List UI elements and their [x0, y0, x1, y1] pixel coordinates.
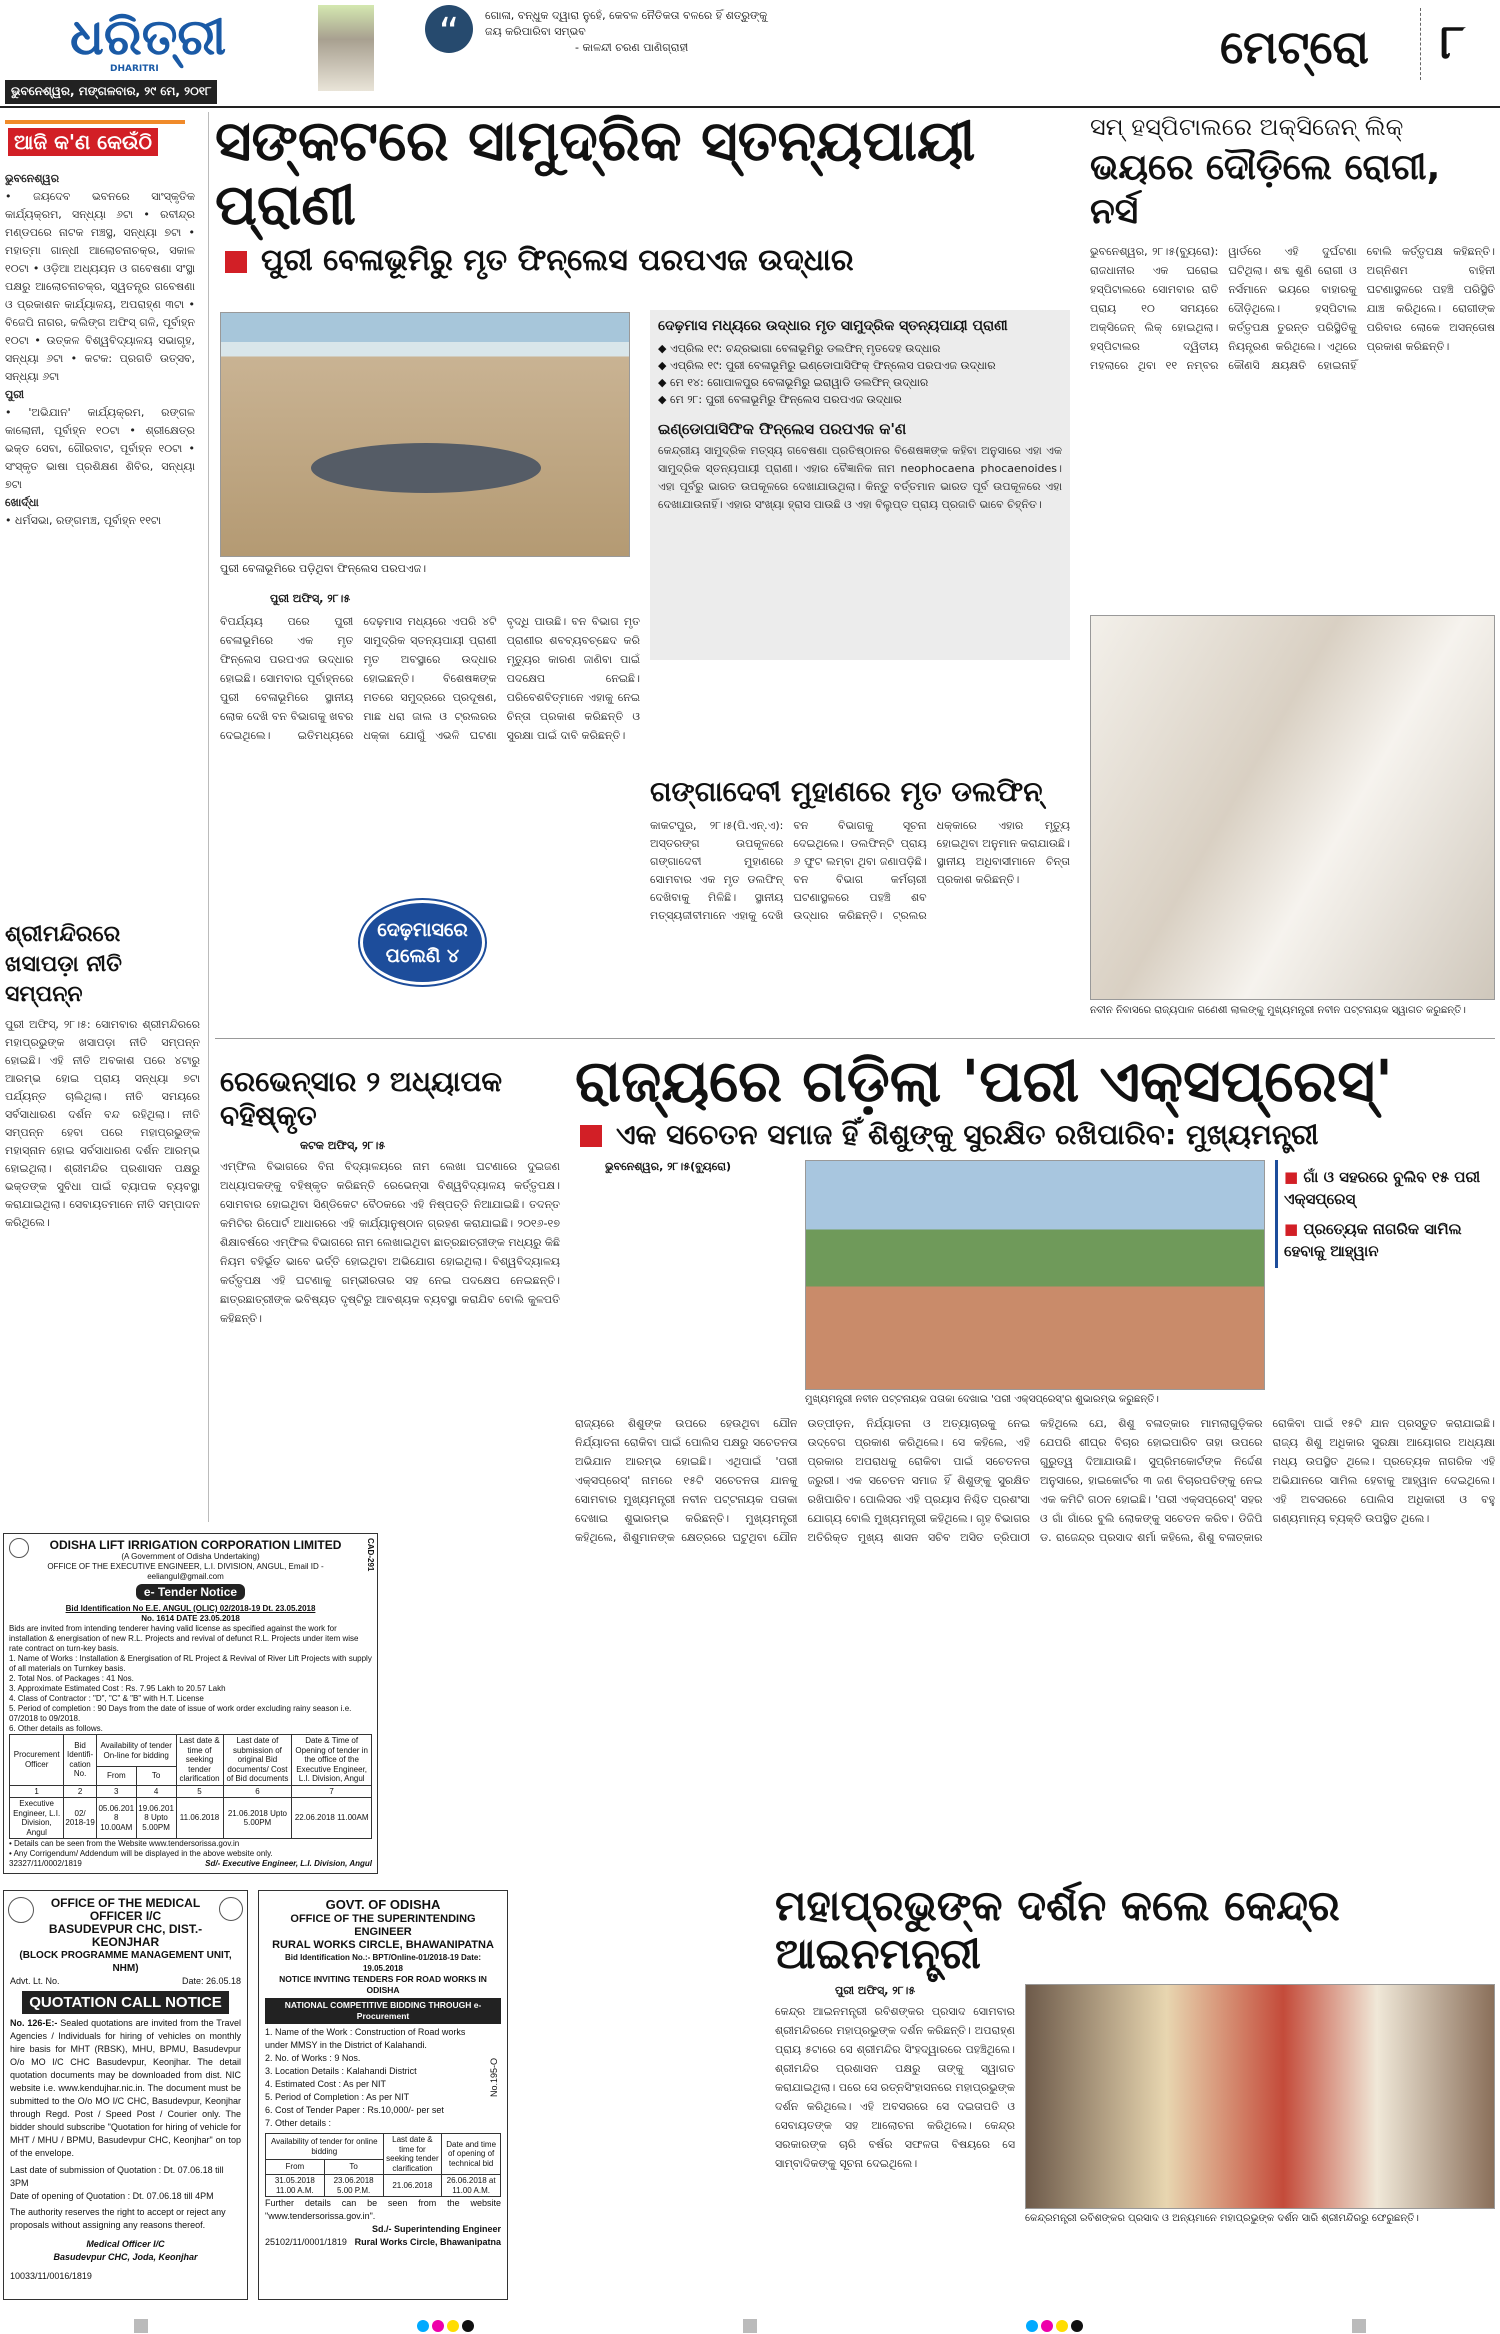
porpoise-info-body: କେନ୍ଦ୍ରୀୟ ସାମୁଦ୍ରିକ ମତ୍ସ୍ୟ ଗବେଷଣା ପ୍ରତିଷ୍ଠାନର ବିଶେଷଜ୍ଞଙ୍କ କହିବା ଅନୁସାରେ ଏହା ଏକ ସାମୁଦ୍ରିକ ସ୍ତନ୍ୟପାୟୀ ପ୍ରାଣୀ। ଏହାର ବୈଜ୍ଞାନିକ ନାମ neophocaena phocaenoides। ଏହା ପୂର୍ବରୁ ଭାରତ ଉପକୂଳରେ ଦେଖାଯାଉଥିଲା। କିନ୍ତୁ ବର୍ତ୍ତମାନ ଭାରତ ପୂର୍ବ ଉପକୂଳରେ ଏହା ଦେଖାଯାଉନାହିଁ। ଏହାର ସଂଖ୍ୟା ହ୍ରାସ ପାଉଛି ଓ ଏହା ବିଲୁପ୍ତ ପ୍ରାୟ ପ୍ରଜାତି ଭାବେ ଚିହ୍ନିତ।: [658, 444, 1062, 511]
rural-sign1: Sd./- Superintending Engineer: [371, 2224, 501, 2234]
srimandir-story: [5, 920, 200, 1232]
olic-org: ODISHA LIFT IRRIGATION CORPORATION LIMITED: [49, 1538, 342, 1552]
rural-further: Further details can be seen from the website "www.tendersorissa.gov.in".: [265, 2198, 501, 2221]
lead-header: [215, 110, 1075, 280]
olic-note: • Details can be seen from the Website www.tendersorissa.gov.in: [9, 1839, 240, 1848]
rural-item: 7. Other details :: [265, 2118, 332, 2128]
rural-item: 2. No. of Works : 9 Nos.: [265, 2053, 361, 2063]
olic-note: • Any Corrigendum/ Addendum will be displayed in the above website only.: [9, 1849, 273, 1858]
rural-item: 4. Estimated Cost : As per NIT: [265, 2079, 387, 2089]
listing: • ଜୟଦେବ ଭବନରେ ସାଂସ୍କୃତିକ କାର୍ଯ୍ୟକ୍ରମ, ସନ୍ଧ୍ୟା ୬ଟା • ରବୀନ୍ଦ୍ର ମଣ୍ଡପରେ ନାଟକ ମଞ୍ଚସ୍ଥ, ସନ୍ଧ୍ୟା ୭ଟା • ମହାତ୍ମା ଗାନ୍ଧୀ ଆଲୋଚନାଚକ୍ର, ସକାଳ ୧୦ଟା • ଓଡ଼ିଆ ଅଧ୍ୟୟନ ଓ ଗବେଷଣା ସଂସ୍ଥା ପକ୍ଷରୁ ଆଲୋଚନାଚକ୍ର, ସ୍ୱତନ୍ତ୍ର ଗବେଷଣା ଓ ପ୍ରକାଶନ କାର୍ଯ୍ୟାଳୟ, ଅପରାହ୍ଣ ୩ଟା • ବିଜେପି ନାଗର, କଲିଙ୍ଗ ଅଫିସ୍ ଗଳି, ପୂର୍ବାହ୍ନ ୧୦ଟା • ଉତ୍କଳ ବିଶ୍ୱବିଦ୍ୟାଳୟ ସଭାଗୃହ, ସନ୍ଧ୍ୟା ୬ଟା • କଟକ: ପ୍ରଗତି ଉତ୍ସବ, ସନ୍ଧ୍ୟା ୬ଟା: [5, 190, 195, 383]
rural-bid: Bid Identification No.:- BPT/Online-01/2018-19 Date: 19.05.2018: [284, 1953, 482, 1973]
porpoise-photo: [220, 312, 630, 557]
pari-photo: [805, 1160, 1265, 1390]
pari-caption: ମୁଖ୍ୟମନ୍ତ୍ରୀ ନବୀନ ପଟ୍ଟନାୟକ ପତାକା ଦେଖାଇ 'ପରୀ ଏକ୍ସପ୍ରେସ୍'ର ଶୁଭାରମ୍ଭ କରୁଛନ୍ତି।: [805, 1394, 1159, 1405]
medical-sign2: Basudevpur CHC, Joda, Keonjhar: [53, 2252, 198, 2262]
mahaprabhu-body: କେନ୍ଦ୍ର ଆଇନମନ୍ତ୍ରୀ ରବିଶଙ୍କର ପ୍ରସାଦ ସୋମବାର ଶ୍ରୀମନ୍ଦିରରେ ମହାପ୍ରଭୁଙ୍କ ଦର୍ଶନ କରିଛନ୍ତି। ଅପରାହ୍ଣ ପ୍ରାୟ ୫ଟାରେ ସେ ଶ୍ରୀମନ୍ଦିର ସିଂହଦ୍ୱାରରେ ପହଞ୍ଚିଥିଲେ। ଶ୍ରୀମନ୍ଦିର ପ୍ରଶାସନ ପକ୍ଷରୁ ତାଙ୍କୁ ସ୍ୱାଗତ କରାଯାଇଥିଲା। ପରେ ସେ ରତ୍ନସିଂହାସନରେ ମହାପ୍ରଭୁଙ୍କ ଦର୍ଶନ କରିଥିଲେ। ଏହି ଅବସରରେ ସେ ଦଇତାପତି ଓ ସେବାୟତଙ୍କ ସହ ଆଲୋଚନା କରିଥିଲେ। କେନ୍ଦ୍ର ସରକାରଙ୍କ ଚାରି ବର୍ଷର ସଫଳତା ବିଷୟରେ ସେ ସାମ୍ବାଦିକଙ୍କୁ ସୂଚନା ଦେଇଥିଲେ।: [775, 2005, 1016, 2170]
rural-works-tender-ad: [258, 1890, 508, 2300]
pari-story: [575, 1048, 1495, 1547]
timeline-item: ◆ ଏପ୍ରିଲ ୧୯: ଚନ୍ଦ୍ରଭାଗା ବେଳାଭୂମିରୁ ଡଲଫିନ୍ ମୃତଦେହ ଉଦ୍ଧାର: [658, 342, 941, 355]
left-orange-bar: [5, 120, 185, 124]
medical-line2: BASUDEVPUR CHC, DIST.- KEONJHAR: [48, 1922, 203, 1949]
pari-point: ■ ଗାଁ ଓ ସହରରେ ବୁଲିବ ୧୫ ପରୀ ଏକ୍ସପ୍ରେସ୍: [1284, 1168, 1481, 1208]
divider: [215, 1038, 1495, 1039]
timeline-item: ◆ ମେ ୧୪: ଗୋପାଳପୁର ବେଳାଭୂମିରୁ ଇରାୱାଡି ଡଲଫିନ୍ ଉଦ୍ଧାର: [658, 376, 929, 389]
olic-item: 1. Name of Works : Installation & Energisation of RL Project & Revival of River Lift Projects with supply of all materials on Turnkey basis.: [9, 1654, 372, 1673]
masthead-logo-en: DHARITRI: [110, 64, 159, 74]
pari-points-box: [1275, 1160, 1495, 1268]
rural-item: 5. Period of Completion : As per NIT: [265, 2092, 410, 2102]
mahaprabhu-story: [775, 1882, 1495, 2225]
divider: [1420, 8, 1421, 80]
pari-dateline: ଭୁବନେଶ୍ୱର, ୨୮।୫(ବ୍ୟୁରୋ): [605, 1160, 732, 1173]
masthead-quote-block: [485, 8, 785, 55]
oxygen-headline: ଭୟରେ ଦୌଡ଼ିଲେ ରୋଗୀ, ନର୍ସ: [1090, 147, 1441, 232]
mahaprabhu-headline: ମହାପ୍ରଭୁଙ୍କ ଦର୍ଶନ କଲେ କେନ୍ଦ୍ର ଆଇନମନ୍ତ୍ରୀ: [775, 1881, 1340, 1978]
whats-on-list: [5, 170, 195, 910]
city-heading: ପୁରୀ: [5, 388, 24, 401]
rural-item: 6. Cost of Tender Paper : Rs.10,000/- per set: [265, 2105, 444, 2115]
olic-office: OFFICE OF THE EXECUTIVE ENGINEER, L.I. DIVISION, ANGUL, Email ID - eeliangul@gmail.com: [47, 1562, 324, 1581]
quote-icon: “: [425, 5, 473, 53]
medical-line1: OFFICE OF THE MEDICAL OFFICER I/C: [50, 1896, 201, 1923]
oxygen-story: [1090, 112, 1495, 375]
dolphin-story: [650, 775, 1070, 925]
olic-ref: 32327/11/0002/1819: [9, 1859, 82, 1868]
medical-reserve: The authority reserves the right to accept or reject any proposals without assigning any reasons thereof.: [10, 2207, 226, 2230]
medical-ref: 10033/11/0016/1819: [10, 2271, 92, 2281]
minister-caption: କେନ୍ଦ୍ରମନ୍ତ୍ରୀ ରବିଶଙ୍କର ପ୍ରସାଦ ଓ ଅନ୍ୟମାନେ ମହାପ୍ରଭୁଙ୍କ ଦର୍ଶନ ସାରି ଶ୍ରୀମନ୍ଦିରରୁ ଫେରୁଛନ୍ତି।: [1025, 2213, 1419, 2224]
timeline-box: [650, 310, 1070, 660]
quote-author-photo: [318, 5, 374, 91]
rural-line2: OFFICE OF THE SUPERINTENDING ENGINEER: [290, 1913, 476, 1938]
olic-item: 5. Period of completion : 90 Days from the date of issue of work order excluding rainy season i.e. 07/2018 to 09/2018.: [9, 1704, 352, 1723]
ravenshaw-dateline: କଟକ ଅଫିସ୍, ୨୮।୫: [300, 1139, 386, 1152]
olic-emblem-icon: [9, 1538, 29, 1558]
oxygen-body: ଭୁବନେଶ୍ୱର, ୨୮।୫(ବ୍ୟୁରୋ): ରାଜଧାନୀର ଏକ ଘରୋଇ ହସ୍‌ପିଟାଲରେ ସୋମବାର ରାତି ପ୍ରାୟ ୧୦ ସମୟରେ ଅକ୍ସିଜେନ୍ ଲିକ୍ ହୋଇଥିଲା। ହସ୍‌ପିଟାଲର ଦ୍ୱିତୀୟ ମହଲାରେ ଥିବା ୧୧ ନମ୍ବର ୱାର୍ଡରେ ଏହି ଦୁର୍ଘଟଣା ଘଟିଥିଲା। ଶବ୍ଦ ଶୁଣି ରୋଗୀ ଓ ନର୍ସମାନେ ଭୟରେ ବାହାରକୁ ଦୌଡ଼ିଥିଲେ। ହସ୍‌ପିଟାଲ କର୍ତ୍ତୃପକ୍ଷ ତୁରନ୍ତ ପରିସ୍ଥିତିକୁ ନିୟନ୍ତ୍ରଣ କରିଥିଲେ। ଏଥିରେ କୌଣସି କ୍ଷୟକ୍ଷତି ହୋଇନାହିଁ ବୋଲି କର୍ତ୍ତୃପକ୍ଷ କହିଛନ୍ତି। ଅଗ୍ନିଶମ ବାହିନୀ ଘଟଣାସ୍ଥଳରେ ପହଞ୍ଚି ପରିସ୍ଥିତି ଯାଞ୍ଚ କରିଥିଲେ। ରୋଗୀଙ୍କ ପରିବାର ଲୋକେ ଅସନ୍ତୋଷ ପ୍ରକାଶ କରିଛନ୍ତି।: [1090, 245, 1495, 372]
olic-sub: (A Government of Odisha Undertaking): [121, 1552, 260, 1561]
olic-tender-ad: [3, 1533, 378, 1874]
porpoise-caption: ପୁରୀ ବେଳାଭୂମିରେ ପଡ଼ିଥିବା ଫିନ୍‌ଲେସ ପରପଏଜ।: [220, 562, 427, 575]
olic-item: 4. Class of Contractor : "D", "C" & "B" with H.T. License: [9, 1694, 204, 1703]
ravenshaw-body: ଏମ୍‌ଫିଲ ବିଭାଗରେ ବିନା ବିଦ୍ୟାଳୟରେ ନାମ ଲେଖା ଘଟଣାରେ ଦୁଇଜଣ ଅଧ୍ୟାପକଙ୍କୁ ବହିଷ୍କୃତ କରିଛନ୍ତି ରେଭେନ୍ସା ବିଶ୍ୱବିଦ୍ୟାଳୟ କର୍ତ୍ତୃପକ୍ଷ। ସୋମବାର ହୋଇଥିବା ସିଣ୍ଡିକେଟ ବୈଠକରେ ଏହି ନିଷ୍ପତ୍ତି ନିଆଯାଇଛି। ତଦନ୍ତ କମିଟିର ରିପୋର୍ଟ ଆଧାରରେ ଏହି କାର୍ଯ୍ୟାନୁଷ୍ଠାନ ଗ୍ରହଣ କରାଯାଇଛି। ୨୦୧୬-୧୭ ଶିକ୍ଷାବର୍ଷରେ ଏମ୍‌ଫିଲ ବିଭାଗରେ ନାମ ଲେଖାଇଥିବା ଛାତ୍ରଛାତ୍ରୀଙ୍କ ମଧ୍ୟରୁ କିଛି ନିୟମ ବହିର୍ଭୂତ ଭାବେ ଭର୍ତ୍ତି ହୋଇଥିବା ଅଭିଯୋଗ ହୋଇଥିଲା। ବିଶ୍ୱବିଦ୍ୟାଳୟ କର୍ତ୍ତୃପକ୍ଷ ଏହି ଘଟଣାକୁ ଗମ୍ଭୀରତାର ସହ ନେଇ ପଦକ୍ଷେପ ନେଇଛନ୍ତି। ଛାତ୍ରଛାତ୍ରୀଙ୍କ ଭବିଷ୍ୟତ ଦୃଷ୍ଟିରୁ ଆବଶ୍ୟକ ବ୍ୟବସ୍ଥା କରାଯିବ ବୋଲି କୁଳପତି କହିଛନ୍ତି।: [220, 1160, 561, 1325]
date-bar: ଭୁବନେଶ୍ୱର, ମଙ୍ଗଳବାର, ୨୯ ମେ, ୨୦୧୮: [5, 80, 217, 104]
pari-subhead-text: ଏକ ସଚେତନ ସମାଜ ହିଁ ଶିଶୁଙ୍କୁ ସୁରକ୍ଷିତ ରଖିପାରିବ: ମୁଖ୍ୟମନ୍ତ୍ରୀ: [616, 1118, 1319, 1151]
masthead-logo: ଧରିତ୍ରୀ: [70, 8, 227, 66]
medical-open-date: Date of opening of Quotation : Dt. 07.06.18 till 4PM: [10, 2191, 214, 2201]
lead-headline: ସଙ୍କଟରେ ସାମୁଦ୍ରିକ ସ୍ତନ୍ୟପାୟୀ ପ୍ରାଣୀ: [215, 109, 976, 238]
rural-code: No.195-O: [489, 2058, 499, 2098]
olic-item: 3. Approximate Estimated Cost : Rs. 7.95 Lakh to 20.57 Lakh: [9, 1684, 226, 1693]
olic-table: Procurement Officer Bid Identifi-cation No. Availability of tender On-line for bidding Last date & time of seeking tender clarification Last date of submission of original Bid documents/ Cost of Bid documents Date & Time of Opening of tender in the office of the Executive Engineer, L.I. Division, Angul From To 1 2 3 4 5 6 7 Executive Engineer, L.I. Division, Angul 02/ 2018-19 05.06.2018 10.00AM 19.06.2018 Upto 5.00PM 11.06.2018 21.06.2018 Upto 5.00PM 22.06.2018 11.00AM: [9, 1734, 372, 1839]
medical-body: Sealed quotations are invited from the Travel Agencies / Individuals for hiring of vehicles on monthly hire basis for MHT (RBSK), MHU, BPMU, Basudevpur O/o MO I/C CHC Basudevpur, Keonjhar. The detail quotation documents may be downloaded from dist. NIC website i.e. www.kendujhar.nic.in. The document must be submitted to the O/o MO I/C CHC, Basudevpur, Keonjhar through Regd. Post / Speed Post / Courier only. The bidder should subscribe "Quotation for hiring of vehicle for MHT / MHU / BPMU, Basudevpur CHC, Keonjhar" on top of the envelope.: [10, 2018, 241, 2158]
city-heading: ଭୁବନେଶ୍ୱର: [5, 172, 60, 185]
medical-sign1: Medical Officer I/C: [86, 2239, 165, 2249]
porpoise-info-title: ଇଣ୍ଡୋପାସିଫିକ ଫିନ୍‌ଲେସ ପରପଏଜ କ'ଣ: [658, 420, 907, 438]
pari-point: ■ ପ୍ରତ୍ୟେକ ନାଗରିକ ସାମିଲ ହେବାକୁ ଆହ୍ୱାନ: [1284, 1220, 1462, 1260]
city-heading: ଖୋର୍ଦ୍ଧା: [5, 496, 39, 509]
olic-notice-label: e- Tender Notice: [136, 1584, 245, 1600]
divider: [208, 112, 209, 1522]
pari-body: ରାଜ୍ୟରେ ଶିଶୁଙ୍କ ଉପରେ ହେଉଥିବା ଯୌନ ନିର୍ଯ୍ୟାତନା ରୋକିବା ପାଇଁ ପୋଲିସ ପକ୍ଷରୁ ସଚେତନତା ଅଭିଯାନ ଆରମ୍ଭ ହୋଇଛି। ଏଥିପାଇଁ 'ପରୀ ଏକ୍ସପ୍ରେସ୍' ନାମରେ ୧୫ଟି ସଚେତନତା ଯାନକୁ ସୋମବାର ମୁଖ୍ୟମନ୍ତ୍ରୀ ନବୀନ ପଟ୍ଟନାୟକ ପତାକା ଦେଖାଇ ଶୁଭାରମ୍ଭ କରିଛନ୍ତି। ମୁଖ୍ୟମନ୍ତ୍ରୀ କହିଥିଲେ, ଶିଶୁମାନଙ୍କ କ୍ଷେତ୍ରରେ ଘଟୁଥିବା ଯୌନ ଉତ୍ପୀଡ଼ନ, ନିର୍ଯ୍ୟାତନା ଓ ଅତ୍ୟାଚାରକୁ ନେଇ ଉଦ୍‌ବେଗ ପ୍ରକାଶ କରିଥିଲେ। ସେ କହିଲେ, ଏହି ପ୍ରକାର ଅପରାଧକୁ ରୋକିବା ପାଇଁ ସଚେତନତା ଜରୁରୀ। ଏକ ସଚେତନ ସମାଜ ହିଁ ଶିଶୁଙ୍କୁ ସୁରକ୍ଷିତ ରଖିପାରିବ। ପୋଲିସର ଏହି ପ୍ରୟାସ ନିଶ୍ଚିତ ପ୍ରଶଂସା ଯୋଗ୍ୟ ବୋଲି ମୁଖ୍ୟମନ୍ତ୍ରୀ କହିଥିଲେ। ଗୃହ ବିଭାଗର ଅତିରିକ୍ତ ମୁଖ୍ୟ ଶାସନ ସଚିବ ଅସିତ ତ୍ରିପାଠୀ କହିଥିଲେ ଯେ, ଶିଶୁ ବଳାତ୍କାର ମାମଲାଗୁଡ଼ିକର ଯେପରି ଶୀଘ୍ର ବିଚାର ହୋଇପାରିବ ତାହା ଉପରେ ଗୁରୁତ୍ୱ ଦିଆଯାଉଛି। ସୁପ୍ରିମକୋର୍ଟଙ୍କ ନିର୍ଦ୍ଦେଶ ଅନୁସାରେ, ହାଇକୋର୍ଟର ୩ ଜଣ ବିଚାରପତିଙ୍କୁ ନେଇ ଏକ କମିଟି ଗଠନ ହୋଇଛି। 'ପରୀ ଏକ୍ସପ୍ରେସ୍' ସହର ଓ ଗାଁ ଗାଁରେ ବୁଲି ଲୋକଙ୍କୁ ସଚେତନ କରିବ। ଡିଜିପି ଡ. ରାଜେନ୍ଦ୍ର ପ୍ରସାଦ ଶର୍ମା କହିଲେ, ଶିଶୁ ବଳାତ୍କାର ରୋକିବା ପାଇଁ ୧୫ଟି ଯାନ ପ୍ରସ୍ତୁତ କରାଯାଇଛି। ରାଜ୍ୟ ଶିଶୁ ଅଧିକାର ସୁରକ୍ଷା ଆୟୋଗର ଅଧ୍ୟକ୍ଷା ମଧ୍ୟ ଉପସ୍ଥିତ ଥିଲେ। ପ୍ରତ୍ୟେକ ନାଗରିକ ଏହି ଅଭିଯାନରେ ସାମିଲ ହେବାକୁ ଆହ୍ୱାନ ଦେଇଥିଲେ। ଏହି ଅବସରରେ ପୋଲିସ ଅଧିକାରୀ ଓ ବହୁ ଗଣ୍ୟମାନ୍ୟ ବ୍ୟକ୍ତି ଉପସ୍ଥିତ ଥିଲେ।: [575, 1417, 1495, 1544]
governor-caption: ନବୀନ ନିବାସରେ ରାଜ୍ୟପାଳ ଗଣେଶୀ ଲାଲଙ୍କୁ ମୁଖ୍ୟମନ୍ତ୍ରୀ ନବୀନ ପଟ୍ଟନାୟକ ସ୍ୱାଗତ କରୁଛନ୍ତି।: [1090, 1005, 1466, 1016]
rural-item: 1. Name of the Work : Construction of Road works under MMSY in the District of Kalahandi.: [265, 2027, 466, 2050]
medical-line3: (BLOCK PROGRAMME MANAGEMENT UNIT, NHM): [19, 1950, 232, 1974]
ravenshaw-story: [220, 1065, 560, 1328]
lead-subhead: [215, 242, 1075, 280]
ravenshaw-headline: ରେଭେନ୍ସାର ୨ ଅଧ୍ୟାପକ ବହିଷ୍କୃତ: [220, 1065, 503, 1132]
srimandir-headline: ଶ୍ରୀମନ୍ଦିରରେ ଖସାପଡ଼ା ନୀତି ସମ୍ପନ୍ନ: [5, 922, 122, 1007]
dolphin-headline: ଗଙ୍ଗାଦେବୀ ମୁହାଣରେ ମୃତ ଡଲଫିନ୍: [650, 775, 1043, 808]
medical-date: Date: 26.05.18: [181, 1976, 241, 1986]
olic-no: No. 1614 DATE 23.05.2018: [141, 1614, 240, 1623]
olic-bid-id: Bid Identification No E.E. ANGUL (OLIC) 02/2018-19 Dt. 23.05.2018: [65, 1604, 316, 1613]
rural-item: 3. Location Details : Kalahandi District: [265, 2066, 417, 2076]
oxygen-kicker: ସମ୍ ହସ୍‌ପିଟାଲରେ ଅକ୍ସିଜେନ୍ ଲିକ୍: [1090, 113, 1404, 141]
lead-subhead-text: ପୁରୀ ବେଳାଭୂମିରୁ ମୃତ ଫିନ୍‌ଲେସ ପରପଏଜ ଉଦ୍ଧାର: [261, 243, 854, 278]
odisha-emblem-icon: [219, 1897, 243, 1921]
nhm-logo-icon: [8, 1897, 34, 1923]
masthead-quote: ଗୋଳା, ବନ୍ଧୁକ ଦ୍ୱାରା ନୁହେଁ, କେବଳ ନୈତିକତା ବଳରେ ହିଁ ଶତ୍ରୁଙ୍କୁ ଜୟ କରିପାରିବା ସମ୍ଭବ: [485, 9, 768, 38]
timeline-item: ◆ ଏପ୍ରିଲ ୧୯: ପୁରୀ ବେଳାଭୂମିରୁ ଇଣ୍ଡୋପାସିଫିକ୍ ଫିନ୍‌ଲେସ ପରପଏଜ ଉଦ୍ଧାର: [658, 359, 996, 372]
pari-subhead: [575, 1118, 1495, 1152]
lead-dateline: ପୁରୀ ଅଫିସ୍, ୨୮।୫: [270, 592, 351, 605]
medical-advt: Advt. Lt. No.: [10, 1976, 60, 1986]
timeline-item: ◆ ମେ ୨୮: ପୁରୀ ବେଳାଭୂମିରୁ ଫିନ୍‌ଲେସ ପରପଏଜ ଉଦ୍ଧାର: [658, 393, 902, 406]
medical-quotation-ad: [3, 1890, 248, 2300]
section-title: ମେଟ୍ରୋ: [1220, 20, 1369, 74]
whats-on-title: ଆଜି କ'ଣ କେଉଁଠି: [8, 128, 158, 156]
olic-intro: Bids are invited from intending tenderer having valid license as specified against the work for installation & energisation of new R.L. Projects and revival of defunct R.L. Projects under item wise rate contract on turn-key basis.: [9, 1624, 359, 1653]
listing: • ଧର୍ମସଭା, ରଙ୍ଗମଞ୍ଚ, ପୂର୍ବାହ୍ନ ୧୧ଟା: [5, 514, 162, 527]
rural-table: Availability of tender for online bidding Last date & time for seeking tender clarification Date and time of opening of technical bid From To 31.05.2018 11.00 A.M. 23.06.2018 5.00 P.M. 21.06.2018 26.06.2018 at 11.00 A.M.: [265, 2133, 501, 2197]
masthead-rule: [0, 106, 1500, 108]
olic-sign: Sd/- Executive Engineer, L.I. Division, Angul: [205, 1859, 372, 1868]
srimandir-body: ପୁରୀ ଅଫିସ୍, ୨୮।୫: ସୋମବାର ଶ୍ରୀମନ୍ଦିରରେ ମହାପ୍ରଭୁଙ୍କ ଖସାପଡ଼ା ନୀତି ସମ୍ପନ୍ନ ହୋଇଛି। ଏହି ନୀତି ଅବକାଶ ପରେ ୪ଟାରୁ ଆରମ୍ଭ ହୋଇ ପ୍ରାୟ ସନ୍ଧ୍ୟା ୭ଟା ପର୍ଯ୍ୟନ୍ତ ଚାଲିଥିଲା। ନୀତି ସମୟରେ ସର୍ବସାଧାରଣ ଦର୍ଶନ ବନ୍ଦ ରହିଥିଲା। ନୀତି ସମ୍ପନ୍ନ ହେବା ପରେ ମହାପ୍ରଭୁଙ୍କ ମହାସ୍ନାନ ହୋଇ ସର୍ବସାଧାରଣ ଦର୍ଶନ ଆରମ୍ଭ ହୋଇଥିଲା। ଶ୍ରୀମନ୍ଦିର ପ୍ରଶାସନ ପକ୍ଷରୁ ଭକ୍ତଙ୍କ ସୁବିଧା ପାଇଁ ବ୍ୟାପକ ବ୍ୟବସ୍ଥା କରାଯାଇଥିଲା। ସେବାୟତମାନେ ନୀତି ସମ୍ପାଦନ କରିଥିଲେ।: [5, 1018, 200, 1229]
registration-marks: [0, 2318, 1500, 2334]
quote-author: - କାଳନ୍ଦୀ ଚରଣ ପାଣିଗ୍ରାହୀ: [575, 41, 689, 54]
olic-item: 6. Other details as follows.: [9, 1724, 103, 1733]
rural-ref: 25102/11/0001/1819: [265, 2237, 347, 2247]
page-number: ୮: [1440, 14, 1466, 70]
minister-photo: [1025, 1984, 1495, 2209]
medical-last-date: Last date of submission of Quotation : Dt. 07.06.18 till 3PM: [10, 2165, 224, 2188]
timeline-title: ଦେଢ଼ମାସ ମଧ୍ୟରେ ଉଦ୍ଧାର ମୃତ ସାମୁଦ୍ରିକ ସ୍ତନ୍ୟପାୟୀ ପ୍ରାଣୀ: [658, 318, 1008, 334]
medical-no: No. 126-E:-: [10, 2018, 58, 2028]
rural-line3: RURAL WORKS CIRCLE, BHAWANIPATNA: [272, 1939, 494, 1951]
olic-code: CAD-291: [366, 1538, 375, 1572]
rural-notice: NOTICE INVITING TENDERS FOR ROAD WORKS IN ODISHA: [279, 1974, 487, 1995]
medical-notice-label: QUOTATION CALL NOTICE: [22, 1991, 229, 2014]
count-badge: ଦେଢ଼ମାସରେ ପଲେଣି ୪: [360, 900, 485, 985]
dolphin-body: କାକଟପୁର, ୨୮।୫(ପି.ଏନ୍.ଏ): ଅସ୍ତରଙ୍ଗ ଉପକୂଳରେ ଗଙ୍ଗାଦେବୀ ମୁହାଣରେ ସୋମବାର ଏକ ମୃତ ଡଲଫିନ୍ ଦେଖିବାକୁ ମିଳିଛି। ସ୍ଥାନୀୟ ମତ୍ସ୍ୟଜୀବୀମାନେ ଏହାକୁ ଦେଖି ବନ ବିଭାଗକୁ ସୂଚନା ଦେଇଥିଲେ। ଡଲଫିନ୍‌ଟି ପ୍ରାୟ ୬ ଫୁଟ ଲମ୍ବା ଥିବା ଜଣାପଡ଼ିଛି। ବନ ବିଭାଗ କର୍ମଚାରୀ ଘଟଣାସ୍ଥଳରେ ପହଞ୍ଚି ଶବ ଉଦ୍ଧାର କରିଛନ୍ତି। ଟ୍ରଲର ଧକ୍କାରେ ଏହାର ମୃତ୍ୟୁ ହୋଇଥିବା ଅନୁମାନ କରାଯାଉଛି। ସ୍ଥାନୀୟ ଅଧିବାସୀମାନେ ଚିନ୍ତା ପ୍ରକାଶ କରିଛନ୍ତି।: [650, 819, 1070, 922]
mahaprabhu-dateline: ପୁରୀ ଅଫିସ୍, ୨୮।୫: [835, 1984, 916, 1997]
governor-photo: [1090, 615, 1495, 1000]
rural-band: NATIONAL COMPETITIVE BIDDING THROUGH e-Procurement: [265, 1998, 501, 2024]
olic-item: 2. Total Nos. of Packages : 41 Nos.: [9, 1674, 134, 1683]
lead-body: ବିପର୍ଯ୍ୟୟ ପରେ ପୁରୀ ବେଳାଭୂମିରେ ଏକ ମୃତ ଫିନ୍‌ଲେସ ପରପଏଜ ଉଦ୍ଧାର ହୋଇଛି। ସୋମବାର ପୂର୍ବାହ୍ନରେ ପୁରୀ ବେଳାଭୂମିରେ ସ୍ଥାନୀୟ ଲୋକ ଦେଖି ବନ ବିଭାଗକୁ ଖବର ଦେଇଥିଲେ। ଇତିମଧ୍ୟରେ ଦେଢ଼ମାସ ମଧ୍ୟରେ ଏପରି ୪ଟି ସାମୁଦ୍ରିକ ସ୍ତନ୍ୟପାୟୀ ପ୍ରାଣୀ ମୃତ ଅବସ୍ଥାରେ ଉଦ୍ଧାର ହୋଇଛନ୍ତି। ବିଶେଷଜ୍ଞଙ୍କ ମତରେ ସମୁଦ୍ରରେ ପ୍ରଦୂଷଣ, ମାଛ ଧରା ଜାଲ ଓ ଟ୍ରଲରର ଧକ୍କା ଯୋଗୁଁ ଏଭଳି ଘଟଣା ବୃଦ୍ଧି ପାଉଛି। ବନ ବିଭାଗ ମୃତ ପ୍ରାଣୀର ଶବବ୍ୟବଚ୍ଛେଦ କରି ମୃତ୍ୟୁର କାରଣ ଜାଣିବା ପାଇଁ ପଦକ୍ଷେପ ନେଇଛି। ପରିବେଶବିତ୍‌ମାନେ ଏହାକୁ ନେଇ ଚିନ୍ତା ପ୍ରକାଶ କରିଛନ୍ତି ଓ ସୁରକ୍ଷା ପାଇଁ ଦାବି କରିଛନ୍ତି।: [220, 615, 640, 742]
porpoise-shape: [311, 443, 541, 493]
pari-headline: ରାଜ୍ୟରେ ଗଡ଼ିଲା 'ପରୀ ଏକ୍ସପ୍ରେସ୍': [575, 1047, 1393, 1115]
listing: • 'ଅଭିଯାନ' କାର୍ଯ୍ୟକ୍ରମ, ରଙ୍ଗଳ କାଲୋନୀ, ପୂର୍ବାହ୍ନ ୧୦ଟା • ଶ୍ରୀକ୍ଷେତ୍ର ଭକ୍ତ ସେବା, ଗୌରବାଟ, ପୂର୍ବାହ୍ନ ୧୦ଟା • ସଂସ୍କୃତ ଭାଷା ପ୍ରଶିକ୍ଷଣ ଶିବିର, ସନ୍ଧ୍ୟା ୭ଟା: [5, 406, 195, 491]
rural-sign2: Rural Works Circle, Bhawanipatna: [354, 2237, 501, 2247]
rural-line1: GOVT. OF ODISHA: [325, 1897, 441, 1912]
